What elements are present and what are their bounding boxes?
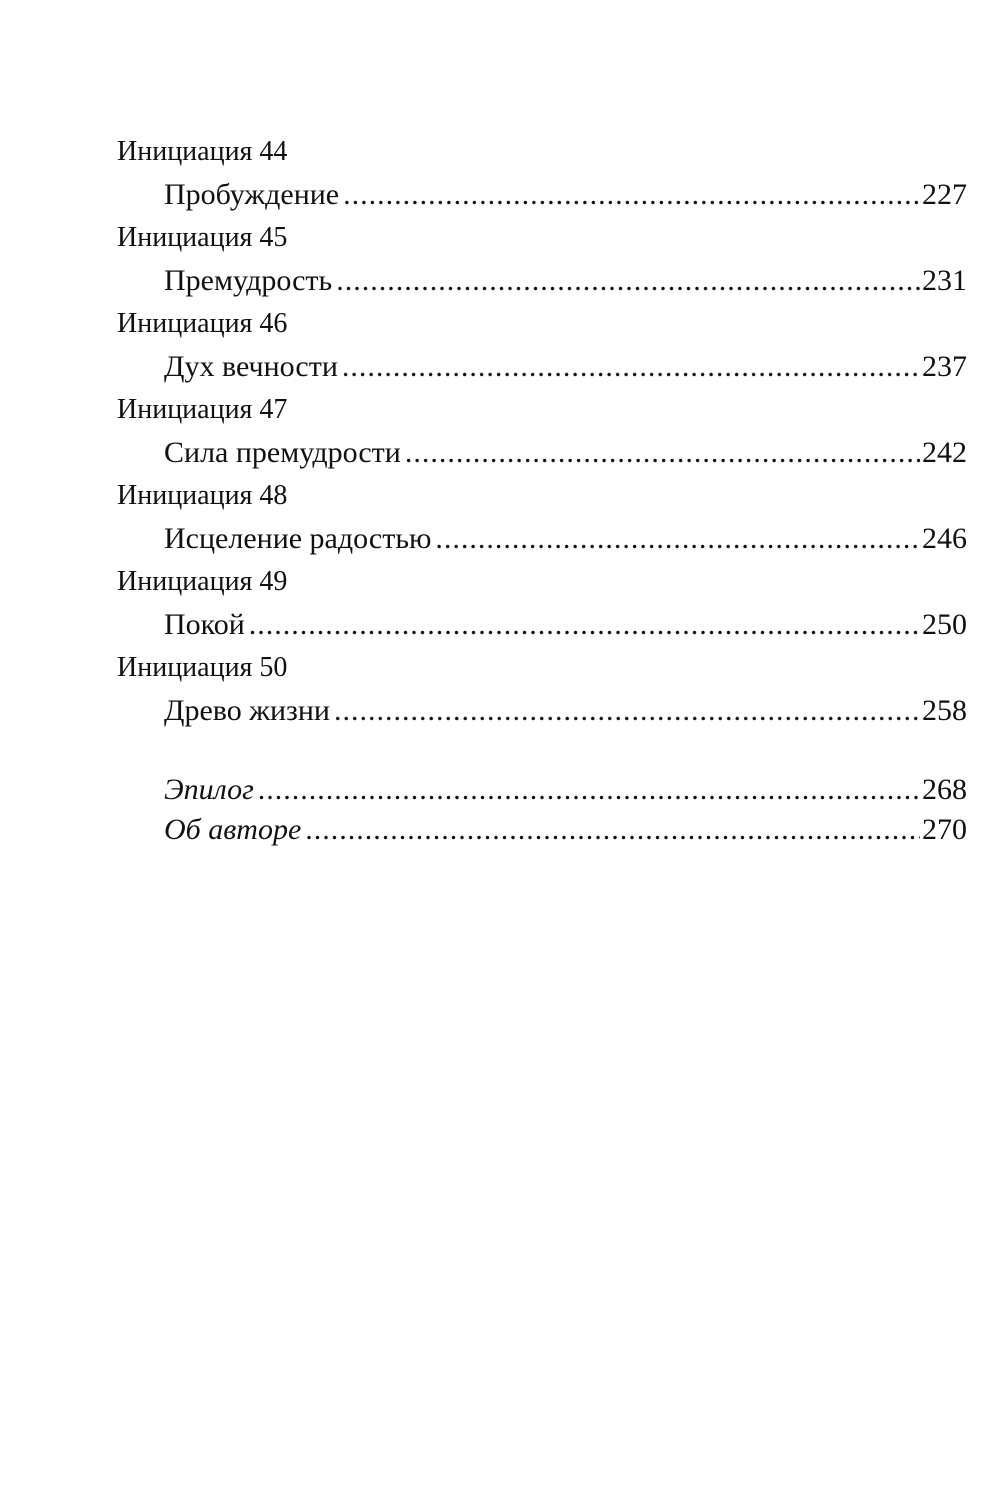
chapter-heading: Инициация 45 [117,222,288,253]
toc-entry [164,172,967,218]
toc-chapter-45 [117,218,967,304]
toc-chapter-50 [117,648,967,734]
chapter-heading: Инициация 50 [117,652,288,683]
entry-title: Об авторе [164,813,302,846]
toc-chapter-48 [117,476,967,562]
entry-title: Премудрость [164,264,333,297]
entry-title: Покой [164,608,245,641]
toc-entry [164,602,967,648]
entry-title: Сила премудрости [164,436,401,469]
dot-leader [258,770,920,810]
page-number: 231 [922,264,967,297]
dot-leader [435,516,920,562]
entry-title: Пробуждение [164,178,340,211]
page-number: 250 [922,608,967,641]
entry-title: Эпилог [164,773,254,806]
chapter-heading: Инициация 44 [117,136,288,167]
entry-title: Дух вечности [164,350,338,383]
chapter-heading: Инициация 48 [117,480,288,511]
toc-entry [164,430,967,476]
page-number: 258 [922,694,967,727]
chapter-heading: Инициация 49 [117,566,288,597]
page-number: 270 [922,813,967,846]
toc-chapter-49 [117,562,967,648]
entry-title: Древо жизни [164,694,330,727]
toc-chapter-47 [117,390,967,476]
dot-leader [305,810,920,850]
toc-entry [164,516,967,562]
page-number: 268 [922,773,967,806]
entry-title: Исцеление радостью [164,522,432,555]
toc-entry [164,258,967,304]
dot-leader [342,344,920,390]
section-gap [117,734,967,770]
toc-entry-about-author [164,810,967,850]
table-of-contents [117,132,967,850]
dot-leader [334,688,920,734]
page-number: 242 [922,436,967,469]
dot-leader [343,172,920,218]
toc-chapter-44 [117,132,967,218]
page-number: 227 [922,178,967,211]
page-number: 237 [922,350,967,383]
toc-chapter-46 [117,304,967,390]
chapter-heading: Инициация 46 [117,308,288,339]
toc-entry-epilogue [164,770,967,810]
chapter-heading: Инициация 47 [117,394,288,425]
toc-entry [164,344,967,390]
dot-leader [249,602,920,648]
toc-entry [164,688,967,734]
dot-leader [336,258,920,304]
dot-leader [405,430,920,476]
page-number: 246 [922,522,967,555]
